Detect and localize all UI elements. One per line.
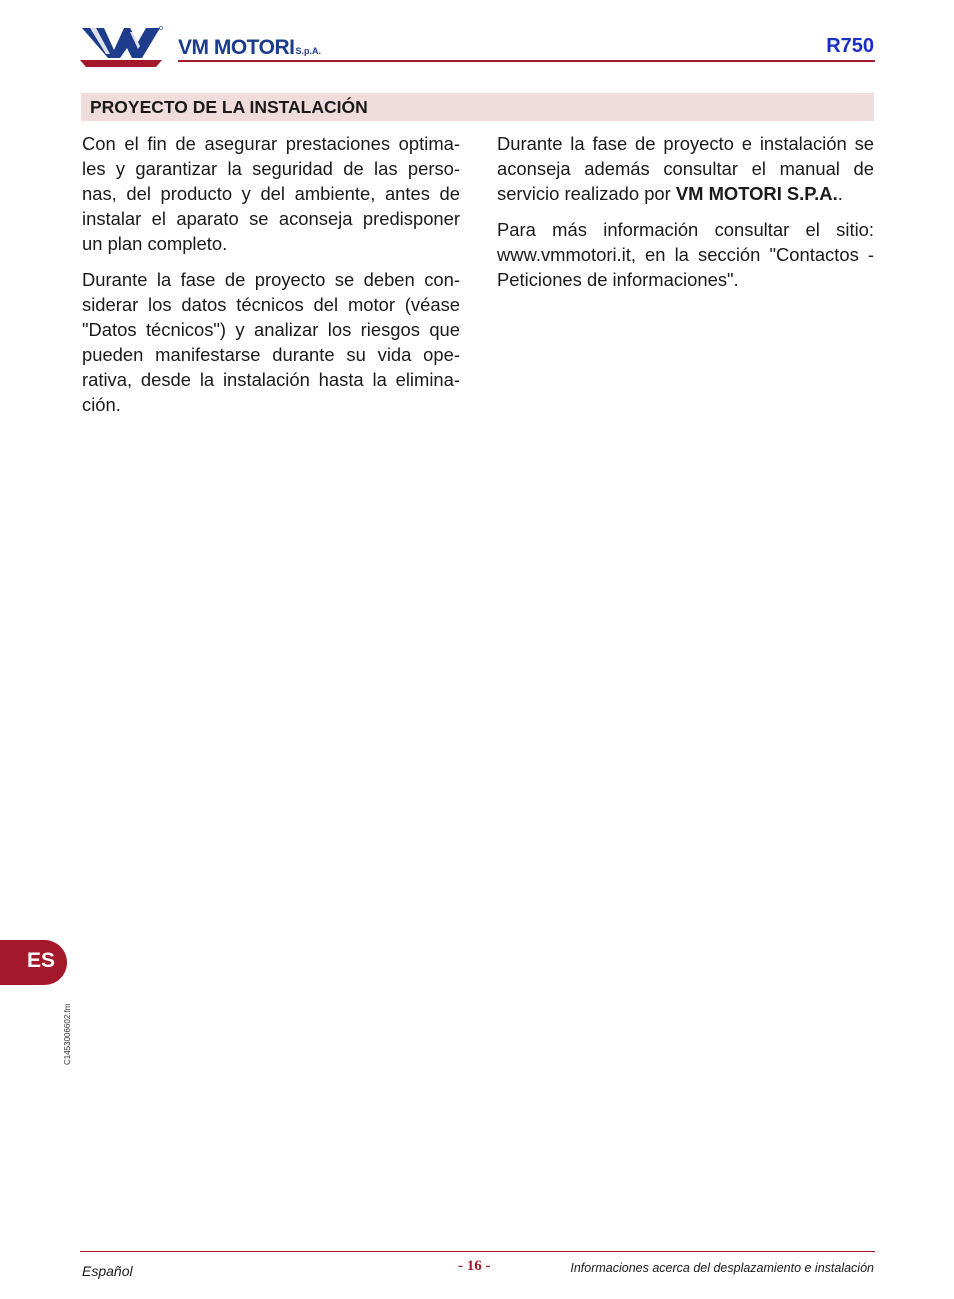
paragraph-more-info bbox=[497, 217, 874, 292]
text-line: Para más información consultar el sitio: bbox=[497, 219, 874, 240]
paragraph-design-phase bbox=[82, 267, 460, 417]
brand-name: VM MOTORIS.p.A. bbox=[178, 36, 321, 59]
text-line: rativa, desde la instalación hasta la elimina- bbox=[82, 369, 460, 390]
left-column bbox=[82, 131, 460, 428]
footer-language: Español bbox=[82, 1263, 133, 1279]
text-line: ción. bbox=[82, 394, 121, 415]
text-line: Durante la fase de proyecto se deben con- bbox=[82, 269, 460, 290]
company-name: VM MOTORI S.P.A. bbox=[675, 183, 838, 204]
language-tab bbox=[0, 940, 67, 985]
section-title: PROYECTO DE LA INSTALACIÓN bbox=[90, 97, 368, 117]
header-rule bbox=[178, 60, 875, 62]
paragraph-service-manual: Durante la fase de proyecto e instalación se aconseja además consultar el manual de servicio realizado por VM MOTORI S.P.A.. bbox=[497, 133, 874, 204]
brand-suffix: S.p.A. bbox=[295, 46, 321, 56]
text-line: nas, del producto y del ambiente, antes de bbox=[82, 183, 460, 204]
file-code: C1453006602.fm bbox=[63, 1003, 72, 1065]
footer-rule bbox=[80, 1251, 875, 1252]
text-line: Peticiones de informaciones". bbox=[497, 269, 739, 290]
text-line: pueden manifestarse durante su vida ope- bbox=[82, 344, 460, 365]
text-line: www.vmmotori.it, en la sección "Contactos - bbox=[497, 244, 874, 265]
footer-chapter: Informaciones acerca del desplazamiento e instalación bbox=[570, 1261, 874, 1275]
text-line: instalar el aparato se aconseja predisponer bbox=[82, 208, 460, 229]
text-line: siderar los datos técnicos del motor (véase bbox=[82, 294, 460, 315]
language-tab-label: ES bbox=[27, 949, 56, 972]
section-heading-bar bbox=[81, 93, 874, 121]
page-number: - 16 - bbox=[458, 1258, 491, 1274]
model-code: R750 bbox=[826, 35, 874, 57]
text-line: "Datos técnicos") y analizar los riesgos que bbox=[82, 319, 460, 340]
text-line: les y garantizar la seguridad de las perso- bbox=[82, 158, 460, 179]
paragraph-goal bbox=[82, 131, 460, 256]
text-line: Con el fin de asegurar prestaciones optima- bbox=[82, 133, 460, 154]
text-line: un plan completo. bbox=[82, 233, 228, 254]
right-column bbox=[497, 131, 874, 303]
vm-logo-icon bbox=[80, 24, 164, 68]
